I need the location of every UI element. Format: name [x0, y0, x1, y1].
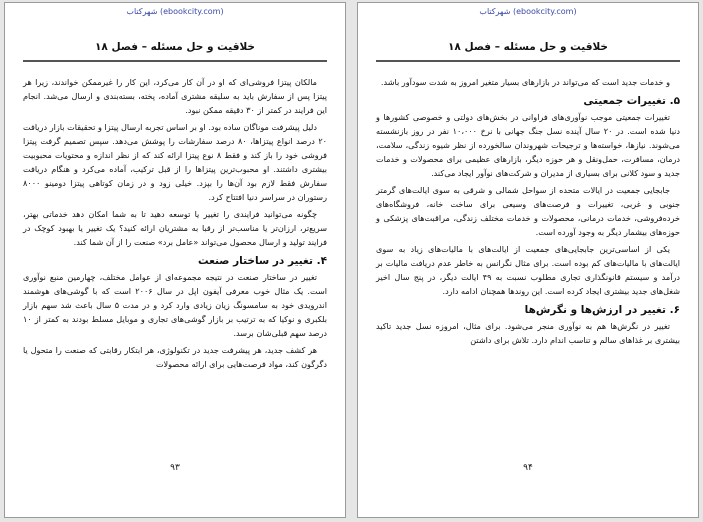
paragraph: تغییر در نگرش‌ها هم به نوآوری منجر می‌شود. برای مثال، امروزه نسل جدید تاکید بیشتری بر غذاهای سالم و تناسب اندام دارد. تلاش برای داشتن	[376, 321, 680, 345]
chapter-header: خلاقیت و حل مسئله – فصل ۱۸	[94, 41, 255, 53]
section-heading: ۵. تغییرات جمعیتی	[583, 95, 680, 107]
section-heading: ۴. تغییر در ساختار صنعت	[197, 255, 327, 267]
paragraph: چگونه می‌توانید فرایندی را تغییر یا توسعه دهید تا به شما امکان دهد خدماتی بهتر، سریع‌تر، ارزان‌تر یا مناسب‌تر از رقبا به مشتریان ارائه کنید؟ یک تغییر یا بهبود کوچک در فرایند تولید و ارسال محصول می‌تواند «عامل برد» صنعت را از آن شما کند.	[23, 209, 327, 247]
header-rule	[23, 60, 327, 62]
paragraph: تغییر در ساختار صنعت در نتیجه مجموعه‌ای از عوامل مختلف، چهارمین منبع نوآوری است. یک مثال خوب معرفی آیفون اپل در سال ۲۰۰۶ است که با گوشی‌های هوشمند اندرویدی خود به سامسونگ زیان زیادی وارد کرد و در مدت ۵ سال باعث شد سهم بازار بلکبری و نوکیا که به ترتیب بر بازار گوشی‌های تجاری و موبایل مسلط بودند به کمتر از ۱۰ درصد سهم قبلی‌شان برسد.	[23, 272, 328, 338]
paragraph: تغییرات جمعیتی موجب نوآوری‌های فراوانی در بخش‌های دولتی و خصوصی کشورها و دنیا شده است. در ۲۰ سال آینده نسل جنگ جهانی با نرخ ۱۰،۰۰۰ نفر در روز بازنشسته می‌شوند. نیازها، خواسته‌ها و ترجیحات شهروندان سالخورده از نظر شیوه زندگی، سلامت، درمان، مسافرت، حمل‌ونقل و هر حوزه دیگر، بازارهای عظیمی برای محصولات و خدمات جدید و سود کلانی برای بسیاری از مدیران و شرکت‌های نوآور ایجاد می‌کند.	[376, 112, 681, 178]
page-number: ۹۴	[523, 463, 533, 473]
site-watermark: شهرکتاب (ebookcity.com)	[126, 7, 224, 16]
page-body	[23, 75, 327, 374]
paragraph: و خدمات جدید است که می‌تواند در بازارهای بسیار متغیر امروز به شدت سودآور باشد.	[380, 77, 670, 87]
paragraph: هر کشف جدید، هر پیشرفت جدید در تکنولوژی، هر ابتکار رقابتی که صنعت را متحول یا دگرگون کند، مواد فرصت‌هایی برای ارائه محصولات	[23, 345, 327, 369]
page-number: ۹۳	[170, 463, 180, 473]
chapter-header: خلاقیت و حل مسئله – فصل ۱۸	[447, 41, 608, 53]
left-page	[4, 2, 346, 518]
paragraph: مالکان پیتزا فروشی‌ای که او در آن کار می‌کرد، این کار را غیرممکن خواندند، زیرا هر پیتزا پس از سفارش باید به سلیقه مشتری آماده، پخته، بسته‌بندی و ارسال می‌شد. انجام این فرایند در کمتر از ۳۰ دقیقه ممکن نبود.	[23, 77, 327, 115]
site-watermark: شهرکتاب (ebookcity.com)	[479, 7, 577, 16]
paragraph: جابجایی جمعیت در ایالات متحده از سواحل شمالی و شرقی به سوی ایالت‌های گرمتر جنوبی و غربی، تغییرات و فرصت‌های وسیعی برای ساخت خانه، فروشگاه‌های خرده‌فروشی، خدمات درمانی، محصولات و خدمات مختلف زندگی، مراقبت‌های پزشکی و حوزه‌های بیشمار دیگر به وجود آورده است.	[376, 185, 680, 237]
paragraph: دلیل پیشرفت موناگان ساده بود. او بر اساس تجربه ارسال پیتزا و تحقیقات بازار دریافت ۲۰ درصد انواع پیتزاها، ۸۰ درصد سفارشات را پوشش می‌دهد. سپس تصمیم گرفت پیتزا فروشی خود را باز کند و فقط ۸ نوع پیتزا ارائه کند که از نظر اندازه و محتویات محبوبیت بیشتری داشتند. او محبوب‌ترین پیتزاها را از قبل ترکیب، آماده می‌کرد و هنگام دریافت سفارش فقط لازم بود آن‌ها را بپزد. خیلی زود و در زمان کوتاهی پیتزا دومینو ۸۰۰۰ رستوران در سراسر دنیا افتتاح کرد.	[23, 122, 328, 202]
paragraph: یکی از اساسی‌ترین جابجایی‌های جمعیت از ایالت‌های با مالیات‌های زیاد به سوی ایالت‌های با مالیات‌های کم بوده است. برای مثال نگرانس به خاطر عدم دریافت مالیات بر درآمد و سیستم قانونگذاری تجاری مطلوب نسبت به ۴۹ ایالت دیگر، در پنج سال اخیر شغل‌های جدید بیشتری ایجاد کرده است. این روندها همچنان ادامه دارد.	[376, 244, 680, 296]
section-heading: ۶. تغییر در ارزش‌ها و نگرش‌ها	[524, 304, 680, 316]
page-body	[376, 75, 680, 350]
header-rule	[376, 60, 680, 62]
right-page	[357, 2, 699, 518]
